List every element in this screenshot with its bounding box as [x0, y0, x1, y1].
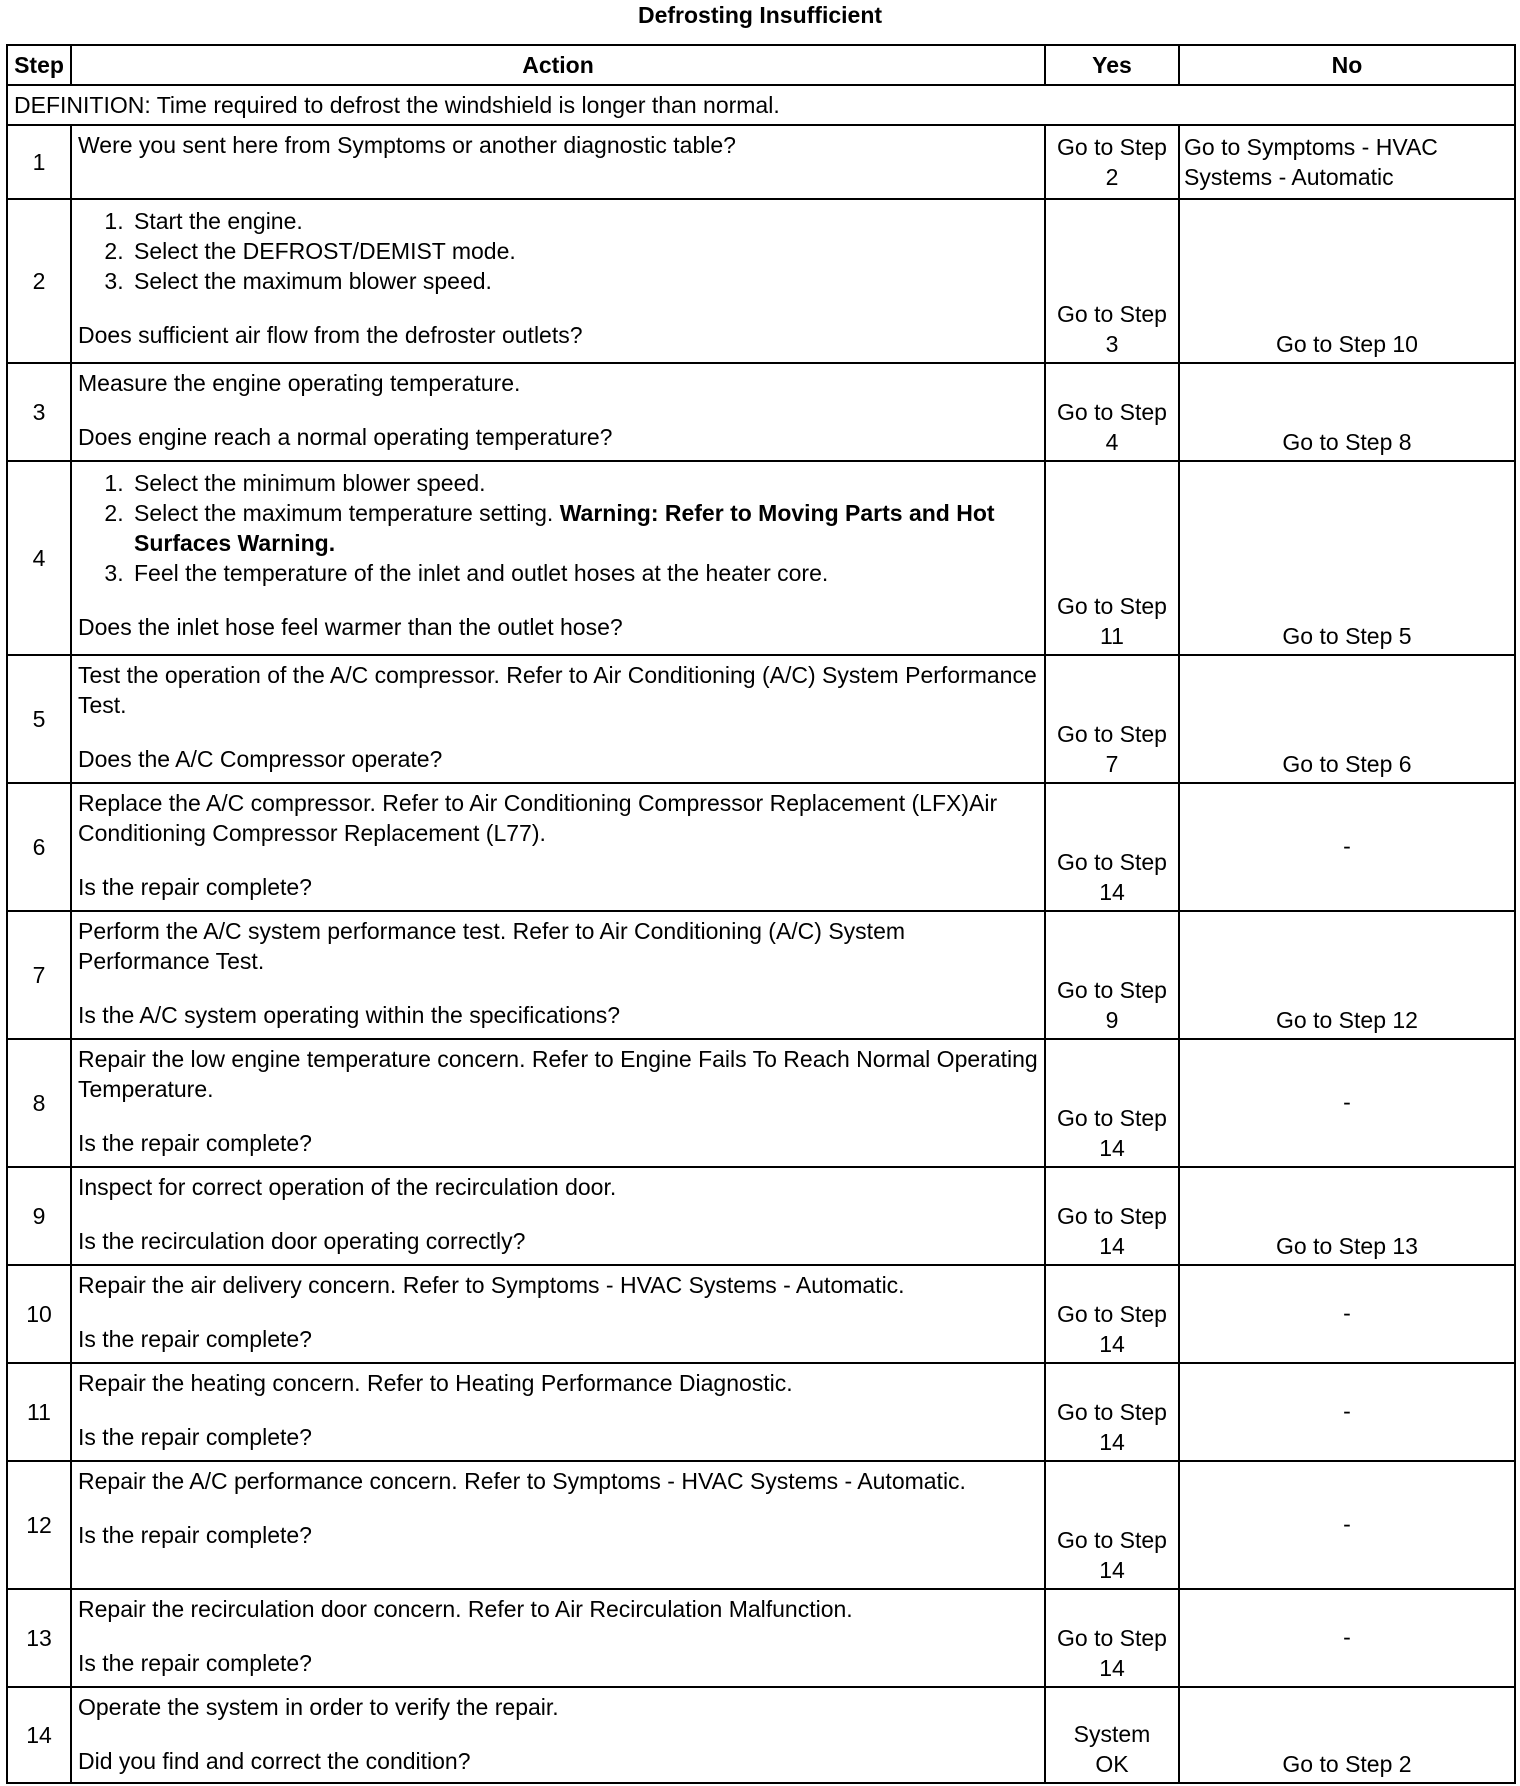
yes-cell — [1045, 911, 1179, 1039]
step-number: 4 — [7, 461, 71, 655]
yes-line-2: OK — [1095, 1751, 1129, 1777]
action-text: Operate the system in order to verify the repair. — [78, 1694, 559, 1720]
yes-cell — [1045, 125, 1179, 199]
yes-cell — [1045, 1265, 1179, 1363]
yes-line-1: Go to Step — [1057, 1105, 1167, 1131]
action-question: Does the A/C Compressor operate? — [78, 746, 443, 772]
list-item: 1. Start the engine. — [130, 206, 1038, 236]
action-question: Is the repair complete? — [78, 1424, 312, 1450]
step-number: 1 — [7, 125, 71, 199]
action-cell — [71, 1687, 1045, 1783]
action-text: Replace the A/C compressor. Refer to Air Conditioning Compressor Replacement (LFX)Air Conditioning Compressor Replacement (L77). — [78, 790, 998, 846]
no-cell: Go to Step 6 — [1179, 655, 1515, 783]
yes-line-1: Go to Step — [1057, 399, 1167, 425]
action-question: Is the A/C system operating within the specifications? — [78, 1002, 621, 1028]
yes-cell — [1045, 363, 1179, 461]
page-title: Defrosting Insufficient — [637, 2, 883, 28]
action-text: Were you sent here from Symptoms or another diagnostic table? — [78, 132, 736, 158]
header-step: Step — [7, 45, 71, 85]
diagnostic-table — [6, 44, 1516, 1784]
table-row — [7, 655, 1515, 783]
action-text: Repair the air delivery concern. Refer to Symptoms - HVAC Systems - Automatic. — [78, 1272, 905, 1298]
step-number: 2 — [7, 199, 71, 363]
yes-cell — [1045, 461, 1179, 655]
yes-line-2: 9 — [1105, 1007, 1119, 1033]
list-item: 1. Select the minimum blower speed. — [130, 468, 1038, 498]
no-cell: - — [1179, 1265, 1515, 1363]
yes-line-2: 2 — [1105, 164, 1119, 190]
step-number: 9 — [7, 1167, 71, 1265]
no-cell: Go to Step 10 — [1179, 199, 1515, 363]
header-action: Action — [71, 45, 1045, 85]
action-question: Is the recirculation door operating correctly? — [78, 1228, 526, 1254]
no-cell: - — [1179, 1461, 1515, 1589]
table-row — [7, 1265, 1515, 1363]
no-cell: Go to Symptoms - HVAC Systems - Automatic — [1179, 125, 1515, 199]
action-text: Repair the low engine temperature concern. Refer to Engine Fails To Reach Normal Operating Temperature. — [78, 1046, 1038, 1102]
action-question: Did you find and correct the condition? — [78, 1748, 471, 1774]
warning-text: Warning: Refer to Moving Parts and Hot Surfaces Warning. — [134, 500, 995, 556]
action-cell — [71, 1461, 1045, 1589]
yes-line-1: Go to Step — [1057, 1399, 1167, 1425]
action-cell — [71, 363, 1045, 461]
yes-line-2: 7 — [1105, 751, 1119, 777]
yes-cell — [1045, 1363, 1179, 1461]
table-row — [7, 125, 1515, 199]
action-question: Is the repair complete? — [78, 874, 312, 900]
yes-line-1: System — [1073, 1721, 1151, 1747]
yes-line-2: 3 — [1105, 331, 1119, 357]
yes-cell — [1045, 783, 1179, 911]
no-cell: Go to Step 13 — [1179, 1167, 1515, 1265]
action-text: Inspect for correct operation of the recirculation door. — [78, 1174, 617, 1200]
step-number: 12 — [7, 1461, 71, 1589]
yes-line-2: 14 — [1099, 1655, 1125, 1681]
yes-line-1: Go to Step — [1057, 301, 1167, 327]
yes-line-2: 4 — [1105, 429, 1119, 455]
header-yes: Yes — [1045, 45, 1179, 85]
yes-cell — [1045, 199, 1179, 363]
table-row — [7, 461, 1515, 655]
action-cell — [71, 1265, 1045, 1363]
step-number: 6 — [7, 783, 71, 911]
list-item: 3. Select the maximum blower speed. — [130, 266, 1038, 296]
action-text: Test the operation of the A/C compressor. Refer to Air Conditioning (A/C) System Performance Test. — [78, 662, 1037, 718]
yes-line-2: 14 — [1099, 1233, 1125, 1259]
action-text: Repair the heating concern. Refer to Heating Performance Diagnostic. — [78, 1370, 793, 1396]
action-cell — [71, 1363, 1045, 1461]
action-list — [78, 468, 1038, 588]
yes-line-1: Go to Step — [1057, 134, 1167, 160]
action-question: Does sufficient air flow from the defroster outlets? — [78, 322, 583, 348]
definition-text: DEFINITION: Time required to defrost the windshield is longer than normal. — [7, 85, 1515, 125]
yes-line-1: Go to Step — [1057, 1203, 1167, 1229]
yes-line-1: Go to Step — [1057, 1301, 1167, 1327]
action-question: Is the repair complete? — [78, 1130, 312, 1156]
table-row — [7, 1461, 1515, 1589]
step-number: 3 — [7, 363, 71, 461]
action-cell — [71, 1167, 1045, 1265]
action-question: Is the repair complete? — [78, 1326, 312, 1352]
action-cell — [71, 783, 1045, 911]
header-row — [7, 45, 1515, 85]
action-question: Does the inlet hose feel warmer than the outlet hose? — [78, 614, 623, 640]
no-cell: Go to Step 8 — [1179, 363, 1515, 461]
action-text: Perform the A/C system performance test. Refer to Air Conditioning (A/C) System Performance Test. — [78, 918, 906, 974]
definition-row — [7, 85, 1515, 125]
yes-cell — [1045, 1589, 1179, 1687]
step-number: 7 — [7, 911, 71, 1039]
step-number: 11 — [7, 1363, 71, 1461]
yes-cell — [1045, 1167, 1179, 1265]
action-cell — [71, 461, 1045, 655]
action-cell — [71, 125, 1045, 199]
action-question: Is the repair complete? — [78, 1650, 312, 1676]
action-text: Measure the engine operating temperature. — [78, 370, 521, 396]
no-cell: - — [1179, 1039, 1515, 1167]
table-row — [7, 911, 1515, 1039]
table-row — [7, 363, 1515, 461]
table-row — [7, 1687, 1515, 1783]
step-number: 5 — [7, 655, 71, 783]
step-number: 13 — [7, 1589, 71, 1687]
table-row — [7, 1363, 1515, 1461]
no-cell: - — [1179, 1589, 1515, 1687]
list-item — [130, 498, 1038, 558]
header-no: No — [1179, 45, 1515, 85]
action-question: Does engine reach a normal operating temperature? — [78, 424, 613, 450]
action-question: Is the repair complete? — [78, 1522, 312, 1548]
list-item: 2. Select the DEFROST/DEMIST mode. — [130, 236, 1038, 266]
yes-line-2: 14 — [1099, 1429, 1125, 1455]
table-row — [7, 1167, 1515, 1265]
yes-line-1: Go to Step — [1057, 849, 1167, 875]
action-text: Repair the recirculation door concern. Refer to Air Recirculation Malfunction. — [78, 1596, 853, 1622]
action-text: Repair the A/C performance concern. Refer to Symptoms - HVAC Systems - Automatic. — [78, 1468, 966, 1494]
action-cell — [71, 1039, 1045, 1167]
action-cell — [71, 655, 1045, 783]
yes-cell — [1045, 1687, 1179, 1783]
no-cell: Go to Step 2 — [1179, 1687, 1515, 1783]
no-cell: - — [1179, 783, 1515, 911]
table-row — [7, 1589, 1515, 1687]
action-cell — [71, 199, 1045, 363]
yes-line-1: Go to Step — [1057, 1625, 1167, 1651]
yes-line-2: 14 — [1099, 1135, 1125, 1161]
yes-cell — [1045, 1039, 1179, 1167]
yes-line-2: 14 — [1099, 1331, 1125, 1357]
no-cell: - — [1179, 1363, 1515, 1461]
action-list — [78, 206, 1038, 296]
table-row — [7, 199, 1515, 363]
table-row — [7, 1039, 1515, 1167]
yes-line-1: Go to Step — [1057, 593, 1167, 619]
yes-line-1: Go to Step — [1057, 721, 1167, 747]
yes-line-2: 11 — [1100, 623, 1124, 649]
yes-line-2: 14 — [1099, 1557, 1125, 1583]
yes-line-1: Go to Step — [1057, 977, 1167, 1003]
list-item-text: Select the maximum temperature setting. — [134, 500, 554, 526]
yes-cell — [1045, 1461, 1179, 1589]
step-number: 10 — [7, 1265, 71, 1363]
no-cell: Go to Step 12 — [1179, 911, 1515, 1039]
yes-line-2: 14 — [1099, 879, 1125, 905]
yes-cell — [1045, 655, 1179, 783]
step-number: 14 — [7, 1687, 71, 1783]
list-item: 3. Feel the temperature of the inlet and outlet hoses at the heater core. — [130, 558, 1038, 588]
step-number: 8 — [7, 1039, 71, 1167]
no-cell: Go to Step 5 — [1179, 461, 1515, 655]
action-cell — [71, 1589, 1045, 1687]
table-row — [7, 783, 1515, 911]
yes-line-1: Go to Step — [1057, 1527, 1167, 1553]
action-cell — [71, 911, 1045, 1039]
